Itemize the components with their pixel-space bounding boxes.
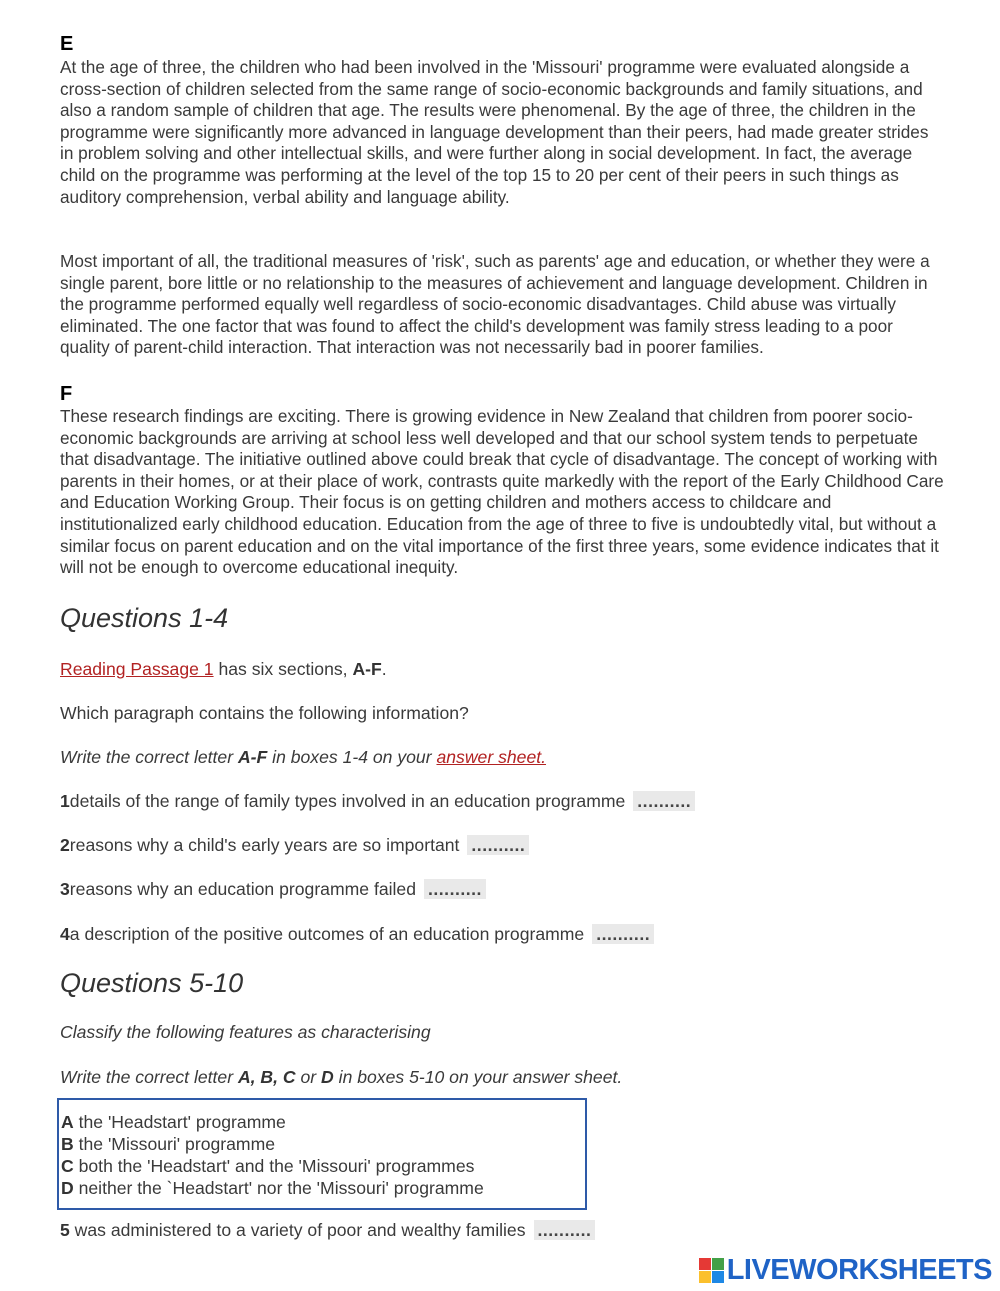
question-number: 5 [60, 1220, 70, 1240]
question-text: a description of the positive outcomes of an education programme [69, 924, 585, 944]
section-e-paragraph-1: At the age of three, the children who had been involved in the 'Missouri' programme were evaluated alongside a cross-section of children selected from the same range of socio-economic backgrounds and family situations, and also a random sample of children that age. The results were phenomenal. By the age of three, the children in the programme were significantly more advanced in language development than their peers, had made greater strides in problem solving and other intellectual skills, and were further along in social development. In fact, the average child on the programme was performing at the level of the top 15 to 20 per cent of their peers in such things as auditory comprehension, verbal ability and language ability. [60, 57, 929, 207]
questions-5-10-heading: Questions 5-10 [60, 968, 244, 998]
option-a [61, 1111, 585, 1133]
questions-5-10-classify: Classify the following features as characterising [60, 1022, 431, 1042]
option-text: the 'Missouri' programme [73, 1134, 276, 1154]
instr-or: or [295, 1067, 322, 1087]
question-item [60, 878, 486, 900]
question-text: details of the range of family types involved in an education programme [69, 791, 626, 811]
question-item [60, 923, 654, 945]
questions-5-10-instructions [60, 1066, 622, 1088]
section-f-letter: F [60, 383, 73, 405]
instr-mid: in boxes 1-4 on your [267, 747, 437, 767]
reading-passage-link[interactable]: Reading Passage 1 [60, 659, 214, 679]
intro-bold: A-F [352, 659, 382, 679]
question-number: 2 [60, 835, 70, 855]
option-letter: C [61, 1156, 74, 1176]
question-text: reasons why an education programme failed [69, 879, 417, 899]
question-item [60, 834, 529, 856]
question-item [60, 1219, 595, 1241]
question-item [60, 790, 695, 812]
answer-blank-1[interactable]: .......... [633, 791, 695, 811]
instr-bold: A, B, C [237, 1067, 296, 1087]
answer-sheet-link[interactable]: answer sheet. [436, 747, 547, 767]
option-text: both the 'Headstart' and the 'Missouri' programmes [73, 1156, 475, 1176]
logo-square [699, 1258, 711, 1270]
instr-bold-2: D [321, 1067, 334, 1087]
section-e-letter: E [60, 33, 74, 55]
liveworksheets-logo [699, 1254, 992, 1286]
section-e-paragraph-2: Most important of all, the traditional measures of 'risk', such as parents' age and education, or whether they were a single parent, bore little or no relationship to the measures of achievement and language development. Children in the programme performed equally well regardless of socio-economic disadvantages. Child abuse was virtually eliminated. The one factor that was found to affect the child's development was family stress leading to a poor quality of parent-child interaction. That interaction was not necessarily bad in poorer families. [60, 251, 930, 358]
question-number: 4 [60, 924, 70, 944]
option-c [61, 1155, 585, 1177]
option-b [61, 1133, 585, 1155]
options-box [57, 1098, 587, 1210]
liveworksheets-logo-text: LIVEWORKSHEETS [726, 1253, 992, 1286]
answer-blank-2[interactable]: .......... [467, 835, 529, 855]
questions-1-4-heading: Questions 1-4 [60, 603, 229, 633]
answer-blank-3[interactable]: .......... [424, 879, 486, 899]
question-text: was administered to a variety of poor and wealthy families [69, 1220, 526, 1240]
questions-1-4-intro [60, 658, 387, 680]
liveworksheets-logo-icon [699, 1258, 724, 1283]
option-text: neither the `Headstart' nor the 'Missouri' programme [73, 1178, 484, 1198]
option-letter: D [61, 1178, 74, 1198]
questions-1-4-instructions [60, 746, 546, 768]
option-letter: A [61, 1112, 74, 1132]
option-d [61, 1177, 585, 1199]
option-letter: B [61, 1134, 74, 1154]
question-number: 3 [60, 879, 70, 899]
option-text: the 'Headstart' programme [73, 1112, 286, 1132]
instr-end: in boxes 5-10 on your answer sheet. [333, 1067, 623, 1087]
question-text: reasons why a child's early years are so important [69, 835, 460, 855]
answer-blank-5[interactable]: .......... [534, 1220, 596, 1240]
logo-square [712, 1271, 724, 1283]
logo-square [699, 1271, 711, 1283]
intro-text: has six sections, [213, 659, 353, 679]
answer-blank-4[interactable]: .......... [592, 924, 654, 944]
intro-end: . [381, 659, 387, 679]
instr-pre: Write the correct letter [60, 747, 238, 767]
instr-pre: Write the correct letter [60, 1067, 238, 1087]
question-number: 1 [60, 791, 70, 811]
questions-1-4-prompt: Which paragraph contains the following information? [60, 703, 469, 723]
section-f-paragraph-1: These research findings are exciting. There is growing evidence in New Zealand that children from poorer socio-economic backgrounds are arriving at school less well developed and that our school system tends to perpetuate that disadvantage. The initiative outlined above could break that cycle of disadvantage. The concept of working with parents in their homes, or at their place of work, contrasts quite markedly with the report of the Early Childhood Care and Education Working Group. Their focus is on getting children and mothers access to childcare and institutionalized early childhood education. Education from the age of three to five is undoubtedly vital, but without a similar focus on parent education and on the vital importance of the first three years, some evidence indicates that it will not be enough to overcome educational inequity. [60, 406, 944, 578]
logo-square [712, 1258, 724, 1270]
instr-bold: A-F [237, 747, 268, 767]
